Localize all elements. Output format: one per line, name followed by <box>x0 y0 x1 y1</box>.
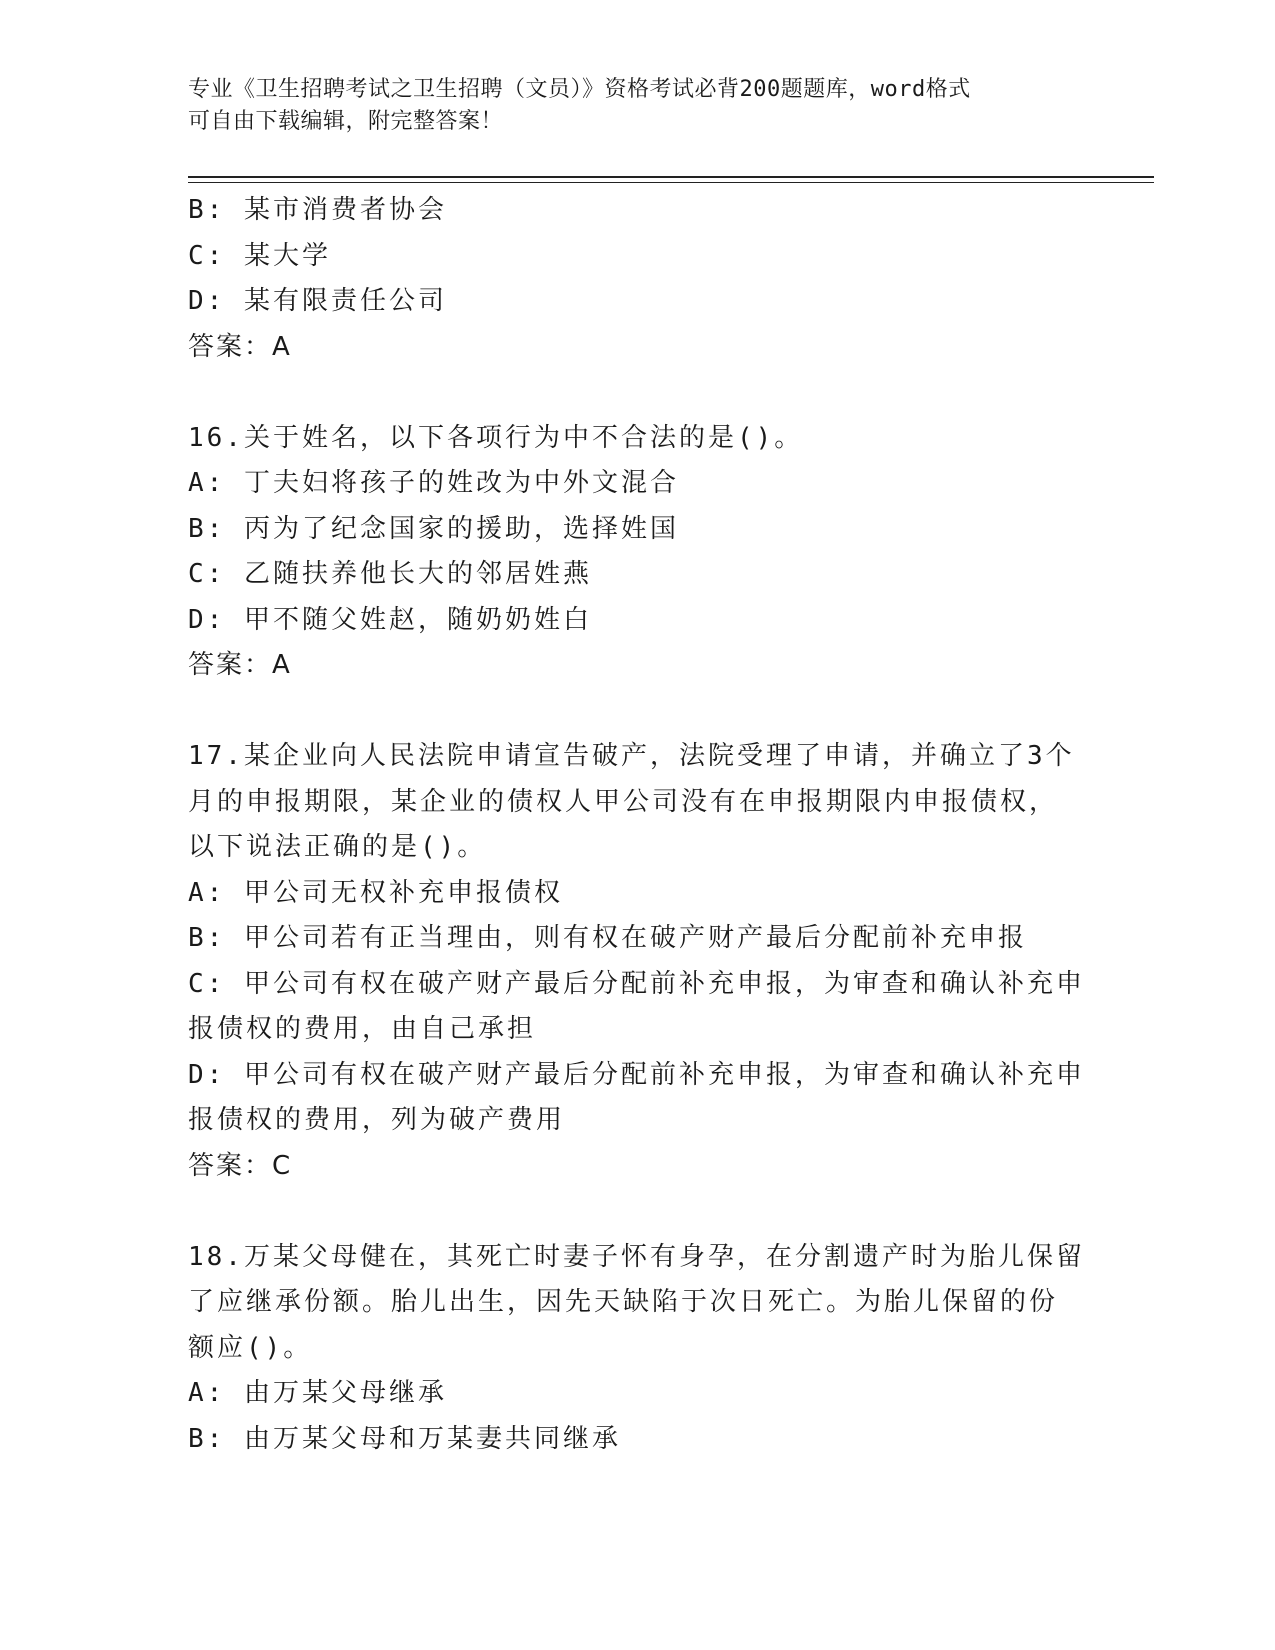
header-line-2: 可自由下载编辑，附完整答案！ <box>188 109 504 134</box>
spacer <box>188 370 1088 416</box>
question-stem-line-2: 了应继承份额。胎儿出生，因先天缺陷于次日死亡。为胎儿保留的份 <box>188 1287 1059 1317</box>
option-a: A: 由万某父母继承 <box>188 1378 447 1408</box>
question-stem-line-1: 18.万某父母健在，其死亡时妻子怀有身孕，在分割遗产时为胎儿保留 <box>188 1241 1085 1272</box>
question-stem-line-3: 额应()。 <box>188 1332 313 1363</box>
header-rule-thin <box>188 182 1154 183</box>
option-b: B: 甲公司若有正当理由，则有权在破产财产最后分配前补充申报 <box>188 923 1027 953</box>
spacer <box>188 1189 1088 1235</box>
option-d-line-1: D: 甲公司有权在破产财产最后分配前补充申报，为审查和确认补充申 <box>188 1059 1085 1090</box>
option-c: C: 某大学 <box>188 240 331 271</box>
document-header <box>188 74 1068 138</box>
answer: 答案：A <box>188 650 292 680</box>
question-stem: 16.关于姓名，以下各项行为中不合法的是()。 <box>188 422 804 453</box>
option-c-line-2: 报债权的费用，由自己承担 <box>188 1014 537 1044</box>
option-b: B: 由万某父母和万某妻共同继承 <box>188 1423 621 1454</box>
option-d: D: 甲不随父姓赵，随奶奶姓白 <box>188 604 592 635</box>
option-a: A: 甲公司无权补充申报债权 <box>188 877 563 908</box>
question-16 <box>188 416 1088 689</box>
answer: 答案：C <box>188 1150 293 1181</box>
question-17 <box>188 734 1088 1189</box>
question-18 <box>188 1235 1088 1463</box>
option-c: C: 乙随扶养他长大的邻居姓燕 <box>188 559 592 589</box>
option-b: B: 某市消费者协会 <box>188 195 447 225</box>
option-d: D: 某有限责任公司 <box>188 286 447 316</box>
question-stem-line-3: 以下说法正确的是()。 <box>188 832 487 862</box>
option-d-line-2: 报债权的费用，列为破产费用 <box>188 1105 566 1135</box>
option-b: B: 丙为了纪念国家的援助，选择姓国 <box>188 513 679 544</box>
question-15 <box>188 188 1088 370</box>
header-line-1: 专业《卫生招聘考试之卫生招聘（文员）》资格考试必背200题题库，word格式 <box>188 77 971 102</box>
question-list <box>188 188 1088 1462</box>
question-stem-line-2: 月的申报期限，某企业的债权人甲公司没有在申报期限内申报债权， <box>188 786 1059 817</box>
option-c-line-1: C: 甲公司有权在破产财产最后分配前补充申报，为审查和确认补充申 <box>188 968 1085 999</box>
option-a: A: 丁夫妇将孩子的姓改为中外文混合 <box>188 468 679 498</box>
answer: 答案：A <box>188 331 292 362</box>
question-stem-line-1: 17.某企业向人民法院申请宣告破产，法院受理了申请，并确立了3个 <box>188 741 1075 771</box>
header-rule-thick <box>188 176 1154 178</box>
spacer <box>188 689 1088 735</box>
